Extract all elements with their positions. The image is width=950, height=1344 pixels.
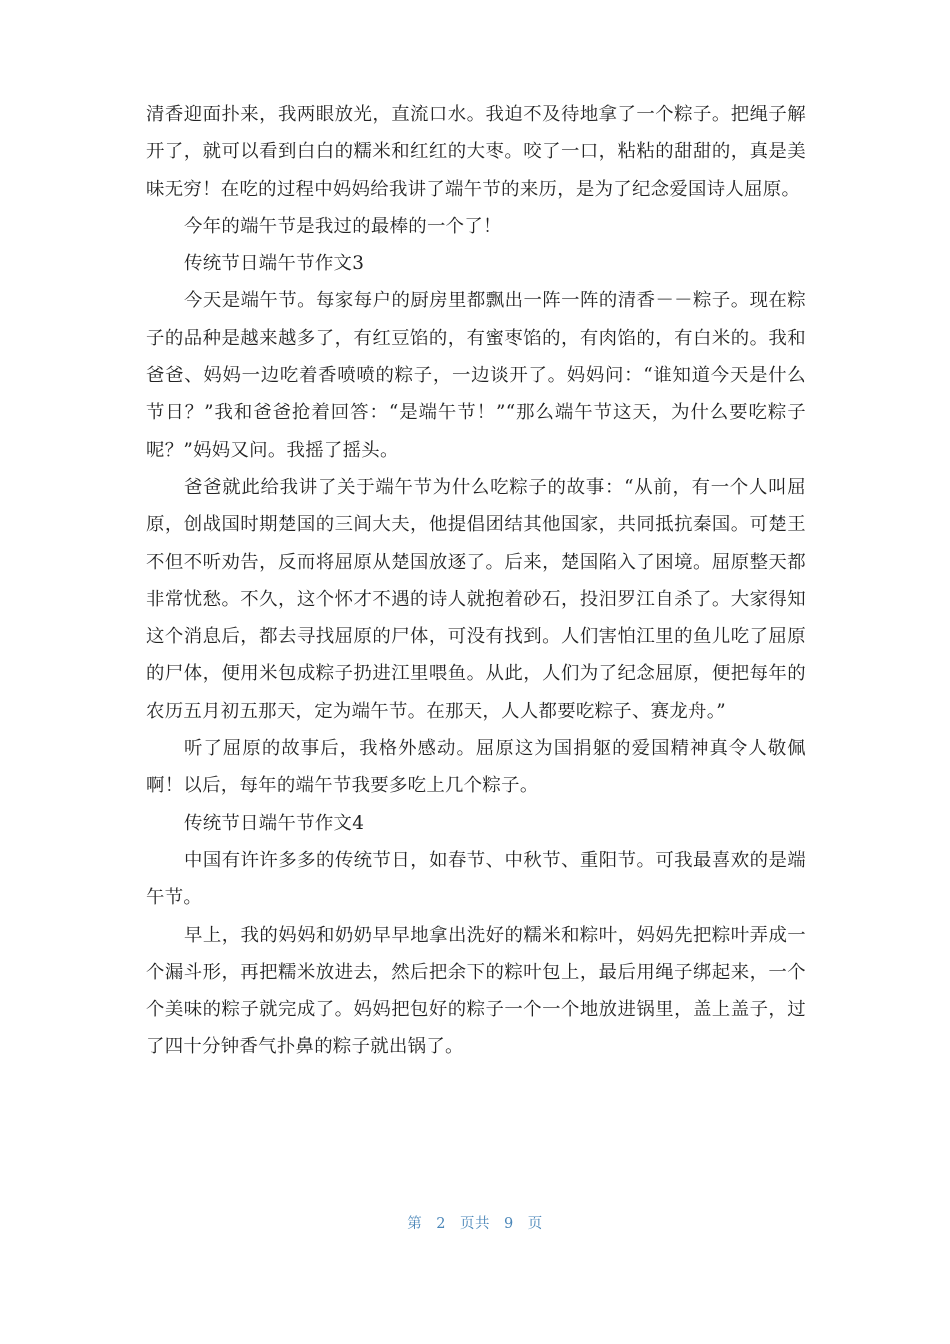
section-heading-4: 传统节日端午节作文4 — [184, 812, 365, 834]
paragraph-9: 早上，我的妈妈和奶奶早早地拿出洗好的糯米和粽叶，妈妈先把粽叶弄成一个漏斗形，再把糯米放进去，然后把余下的粽叶包上，最后用绳子绑起来，一个个美味的粽子就完成了。妈妈把包好的粽子一个一个地放进锅里，盖上盖子，过了四十分钟香气扑鼻的粽子就出锅了。 — [146, 924, 806, 1058]
page-number-mid: 页共 — [460, 1216, 490, 1232]
document-body — [146, 96, 806, 1066]
paragraph-5: 爸爸就此给我讲了关于端午节为什么吃粽子的故事：“从前，有一个人叫屈原，创战国时期楚国的三闾大夫，他提倡团结其他国家，共同抵抗秦国。可楚王不但不听劝告，反而将屈原从楚国放逐了。后来，楚国陷入了困境。屈原整天都非常忧愁。不久，这个怀才不遇的诗人就抱着砂石，投汨罗江自杀了。大家得知这个消息后，都去寻找屈原的尸体，可没有找到。人们害怕江里的鱼儿吃了屈原的尸体，便用米包成粽子扔进江里喂鱼。从此，人们为了纪念屈原，便把每年的农历五月初五那天，定为端午节。在那天，人人都要吃粽子、赛龙舟。” — [146, 476, 806, 722]
page-footer — [0, 1212, 950, 1233]
current-page-number: 2 — [436, 1216, 446, 1232]
page-number-prefix: 第 — [407, 1216, 423, 1232]
paragraph-1: 清香迎面扑来，我两眼放光，直流口水。我迫不及待地拿了一个粽子。把绳子解开了，就可以看到白白的糯米和红红的大枣。咬了一口，粘粘的甜甜的，真是美味无穷！在吃的过程中妈妈给我讲了端午节的来历，是为了纪念爱国诗人屈原。 — [146, 104, 806, 200]
paragraph-2: 今年的端午节是我过的最棒的一个了！ — [184, 215, 502, 237]
page-number-suffix: 页 — [527, 1216, 543, 1232]
total-page-number: 9 — [504, 1216, 514, 1232]
paragraph-8: 中国有许许多多的传统节日，如春节、中秋节、重阳节。可我最喜欢的是端午节。 — [146, 849, 806, 909]
paragraph-6: 听了屈原的故事后，我格外感动。屈原这为国捐躯的爱国精神真令人敬佩啊！以后，每年的端午节我要多吃上几个粽子。 — [146, 738, 806, 797]
paragraph-4: 今天是端午节。每家每户的厨房里都飘出一阵一阵的清香－－粽子。现在粽子的品种是越来越多了，有红豆馅的，有蜜枣馅的，有肉馅的，有白米的。我和爸爸、妈妈一边吃着香喷喷的粽子，一边谈开了。妈妈问：“谁知道今天是什么节日？”我和爸爸抢着回答：“是端午节！”“那么端午节这天，为什么要吃粽子呢？”妈妈又问。我摇了摇头。 — [146, 290, 806, 461]
section-heading-3: 传统节日端午节作文3 — [184, 253, 365, 275]
